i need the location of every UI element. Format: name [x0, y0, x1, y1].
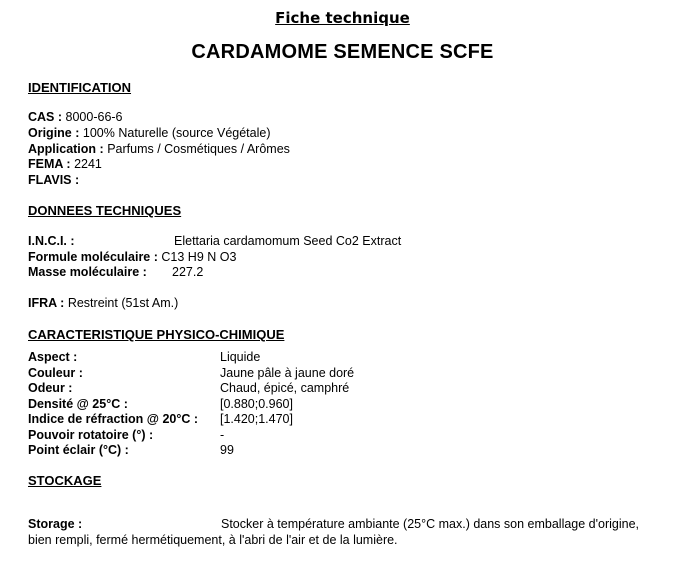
ifra-value: Restreint (51st Am.) [67, 296, 179, 310]
origine-label: Origine : [28, 126, 80, 140]
refraction-value: [1.420;1.470] [220, 412, 293, 426]
odeur-label: Odeur : [28, 381, 73, 395]
inci-value: Elettaria cardamomum Seed Co2 Extract [174, 234, 402, 248]
section-physico-title: CARACTERISTIQUE PHYSICO-CHIMIQUE [28, 327, 285, 342]
flavis-row [28, 173, 79, 187]
flavis-label: FLAVIS : [28, 173, 80, 187]
aspect-value: Liquide [220, 350, 261, 364]
rotatoire-value: - [220, 428, 225, 442]
origine-value: 100% Naturelle (source Végétale) [82, 126, 271, 140]
refraction-label: Indice de réfraction @ 20°C : [28, 412, 199, 426]
couleur-label: Couleur : [28, 366, 83, 380]
ifra-label: IFRA : [28, 296, 65, 310]
inci-label: I.N.C.I. : [28, 234, 75, 248]
application-label: Application : [28, 142, 104, 156]
ifra-row [28, 296, 178, 310]
origine-row [28, 126, 271, 140]
masse-label: Masse moléculaire : [28, 265, 147, 279]
cas-label: CAS : [28, 110, 63, 124]
densite-value: [0.880;0.960] [220, 397, 293, 411]
fema-label: FEMA : [28, 157, 71, 171]
storage-text-line-1: Stocker à température ambiante (25°C max.) dans son emballage d'origine, [221, 517, 640, 531]
cas-row [28, 110, 123, 124]
product-name: CARDAMOME SEMENCE SCFE [191, 41, 494, 63]
formule-label: Formule moléculaire : [28, 250, 158, 264]
aspect-label: Aspect : [28, 350, 78, 364]
densite-label: Densité @ 25°C : [28, 397, 128, 411]
couleur-value: Jaune pâle à jaune doré [220, 366, 355, 380]
eclair-label: Point éclair (°C) : [28, 443, 129, 457]
rotatoire-label: Pouvoir rotatoire (°) : [28, 428, 154, 442]
section-stockage-title: STOCKAGE [28, 473, 102, 488]
application-row [28, 142, 290, 156]
odeur-value: Chaud, épicé, camphré [220, 381, 350, 395]
section-identification-title: IDENTIFICATION [28, 80, 132, 95]
masse-value: 227.2 [172, 265, 204, 279]
eclair-value: 99 [220, 443, 234, 457]
cas-value: 8000-66-6 [65, 110, 123, 124]
formule-value: C13 H9 N O3 [161, 250, 237, 264]
fema-value: 2241 [74, 157, 102, 171]
storage-text-line-2: bien rempli, fermé hermétiquement, à l'abri de l'air et de la lumière. [28, 533, 398, 547]
document-title: Fiche technique [275, 9, 410, 27]
fema-row [28, 157, 102, 171]
formule-row [28, 250, 236, 264]
section-donnees-title: DONNEES TECHNIQUES [28, 203, 182, 218]
storage-label: Storage : [28, 517, 83, 531]
application-value: Parfums / Cosmétiques / Arômes [107, 142, 290, 156]
